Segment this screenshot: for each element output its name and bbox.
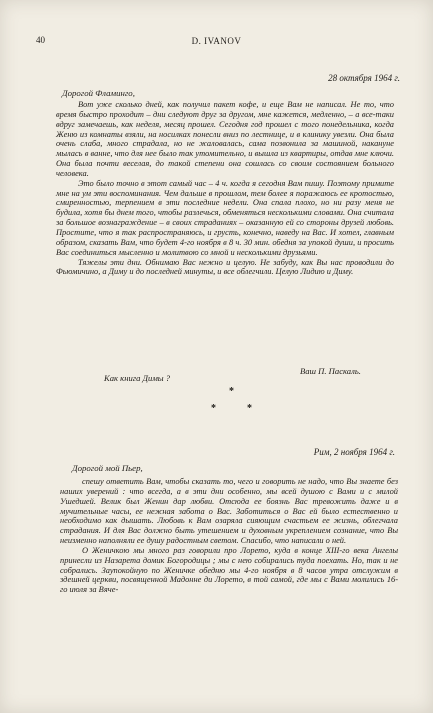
letter2-body <box>60 477 398 595</box>
letter2-date: Рим, 2 ноября 1964 г. <box>313 447 395 457</box>
letter2-paragraph: спешу ответить Вам, чтобы сказать то, чего и говорить не надо, что Вы знаете без наших уверений : что всегда, а в эти дни особенно, мы всей душою с Вами и с милой Ушедшей. Велик был Женин дар любви. Отсюда ее боязнь Вас тревожить даже и в мучительные часы, ее нежная забота о Вас. Заботиться о Вас ей было естественно и необходимо как дышать. Любовь к Вам озаряла сияющим счастьем ее жизнь, облегчала страдания. И для Вас должно быть утешением и духовным укреплением сознание, что Вы неизменно наполняли ее душу радостным светом. Спасибо, что написали о ней. <box>60 477 398 546</box>
running-title: D. IVANOV <box>191 36 242 46</box>
letter2-salutation: Дорогой мой Пьер, <box>72 463 143 473</box>
letter1-postscript: Как книга Димы ? <box>104 373 171 383</box>
letter1-paragraph: Это было точно в этот самый час – 4 ч. когда я сегодня Вам пишу. Поэтому примите мне на ум эти воспоминания. Чем дальше в прошлом, тем более я поражаюсь ее кротостью, смиренностью, терпением в эти последние недели. Она спала плохо, но ни разу меня не будила, хотя бы днем того, чтобы разлечься, обменяться несколькими словами. Она считала за большое вознаграждение – в своих страданиях – оказанную ей со стороны друзей любовь. Простите, что я так распространяюсь, и грусть, конечно, наведу на Вас. И хотел, главным образом, сказать Вам, что будет 4-го ноября в 8 ч. 30 мин. обедня за упокой души, и просить Вас соединиться мысленно и молитвою со мной и несколькими друзьями. <box>56 178 394 257</box>
letter1-body <box>56 100 394 277</box>
letter1-paragraph: Тяжелы эти дни. Обнимаю Вас нежно и целую. Не забуду, как Вы нас проводили до Фьюмичино, а Диму и до последней минуты, и все облегчили. Целую Лидию и Диму. <box>56 257 394 277</box>
letter1-salutation: Дорогой Фламинго, <box>62 88 135 98</box>
letter1-signature: Ваш П. Паскаль. <box>300 366 361 376</box>
page-number: 40 <box>36 35 45 45</box>
letter1-date: 28 октября 1964 г. <box>328 73 400 83</box>
letter1-paragraph: Вот уже сколько дней, как получил пакет кофе, и еще Вам не написал. Не то, что время быстро проходит – дни следуют друг за другом, мне кажется, медленно, – а все-таки вдруг замечаешь, как неделя, месяц прошел. Сегодня год прошел с того понедельника, когда Женю из комнаты взяли, на носилках понесли вниз по лестнице, и в клинику увезли. Она была очень слаба, много страдала, но не жаловалась, сама позвонила за машиной, накануне мылась в ванне, что для нее было так утомительно, и вышла из квартиры, отдав мне ключи. Она была почти веселая, до такой степени она сошлась со своим состоянием больного человека. <box>56 100 394 178</box>
letter2-paragraph: О Женичкою мы много раз говорили про Лорето, куда в конце XIII-го века Ангелы принесли из Назарета домик Богородицы ; мы с нею собирались туда поехать. Но, так и не собрались. Заупокойную по Женичке обедню мы 4-го ноября в 8 часов утра отслужим в здешней церкви, посвященной Мадонне ди Лорето, в той самой, где мы с Вами молились 16-го июля за Вяче- <box>60 545 398 595</box>
separator-star: * <box>229 386 234 397</box>
separator-star: * <box>247 403 252 414</box>
separator-star: * <box>211 403 216 414</box>
